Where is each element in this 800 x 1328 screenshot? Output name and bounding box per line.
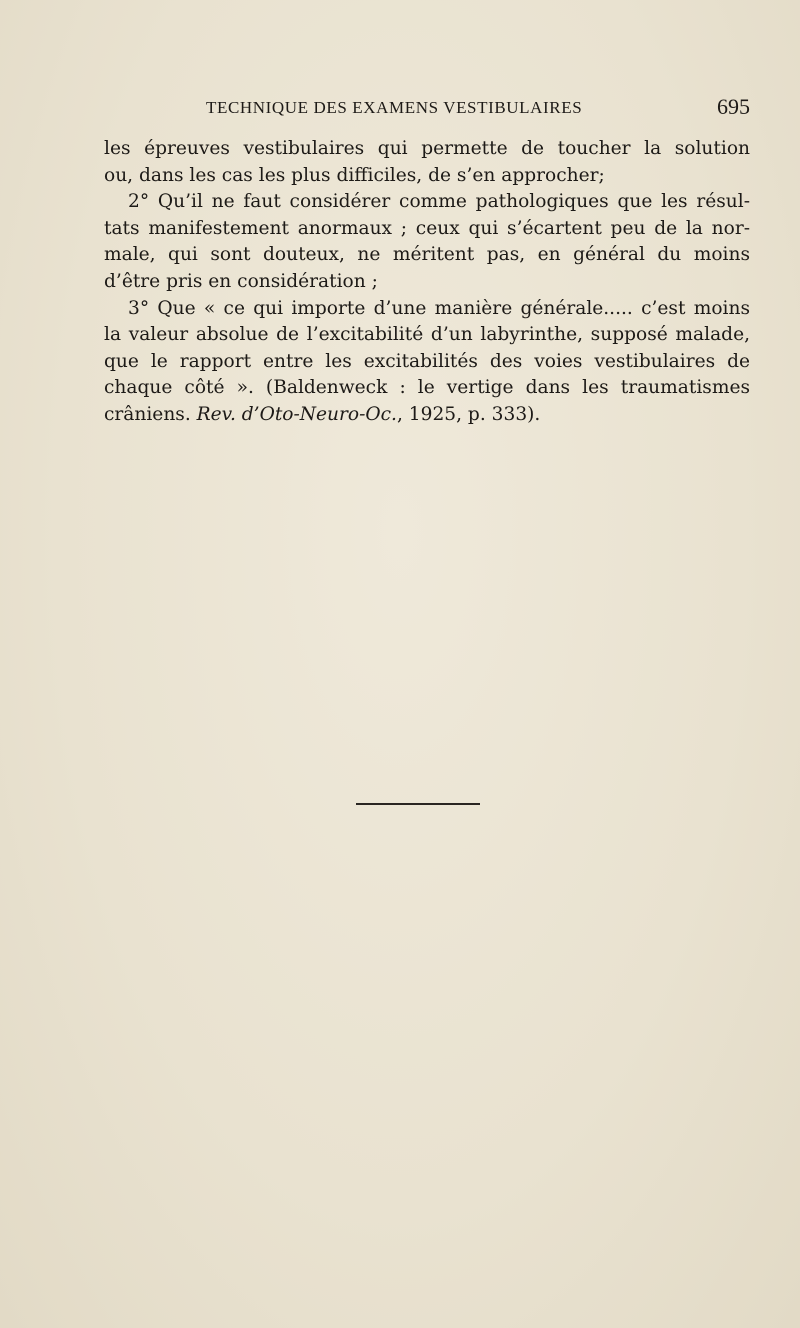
text-line-citation — [104, 402, 750, 429]
citation-text: crâniens. — [104, 403, 197, 425]
journal-title: Rev. d’Oto-Neuro-Oc. — [196, 403, 397, 425]
running-title: TECHNIQUE DES EXAMENS VESTIBULAIRES — [206, 98, 583, 117]
citation-details: , 1925, p. 333). — [396, 403, 541, 425]
text-line: 2° Qu’il ne faut considérer comme pathologiques que les résul- — [128, 191, 750, 213]
text-line: 3° Que « ce qui importe d’une manière générale..... c’est moins — [128, 297, 750, 319]
page-number: 695 — [717, 94, 750, 119]
text-line: ou, dans les cas les plus difficiles, de s’en approcher; — [104, 164, 605, 186]
page-header — [104, 94, 750, 124]
section-divider — [356, 803, 480, 805]
text-line: male, qui sont douteux, ne méritent pas, en général du moins — [104, 244, 750, 266]
text-line: tats manifestement anormaux ; ceux qui s’écartent peu de la nor- — [104, 217, 750, 239]
text-line: chaque côté ». (Baldenweck : le vertige dans les traumatismes — [104, 377, 750, 399]
text-line: les épreuves vestibulaires qui permette de toucher la solution — [104, 138, 750, 159]
text-line: d’être pris en considération ; — [104, 270, 378, 292]
body-text — [104, 136, 750, 429]
text-line: la valeur absolue de l’excitabilité d’un labyrinthe, supposé malade, — [104, 324, 750, 346]
text-line: que le rapport entre les excitabilités des voies vestibulaires de — [104, 350, 750, 372]
